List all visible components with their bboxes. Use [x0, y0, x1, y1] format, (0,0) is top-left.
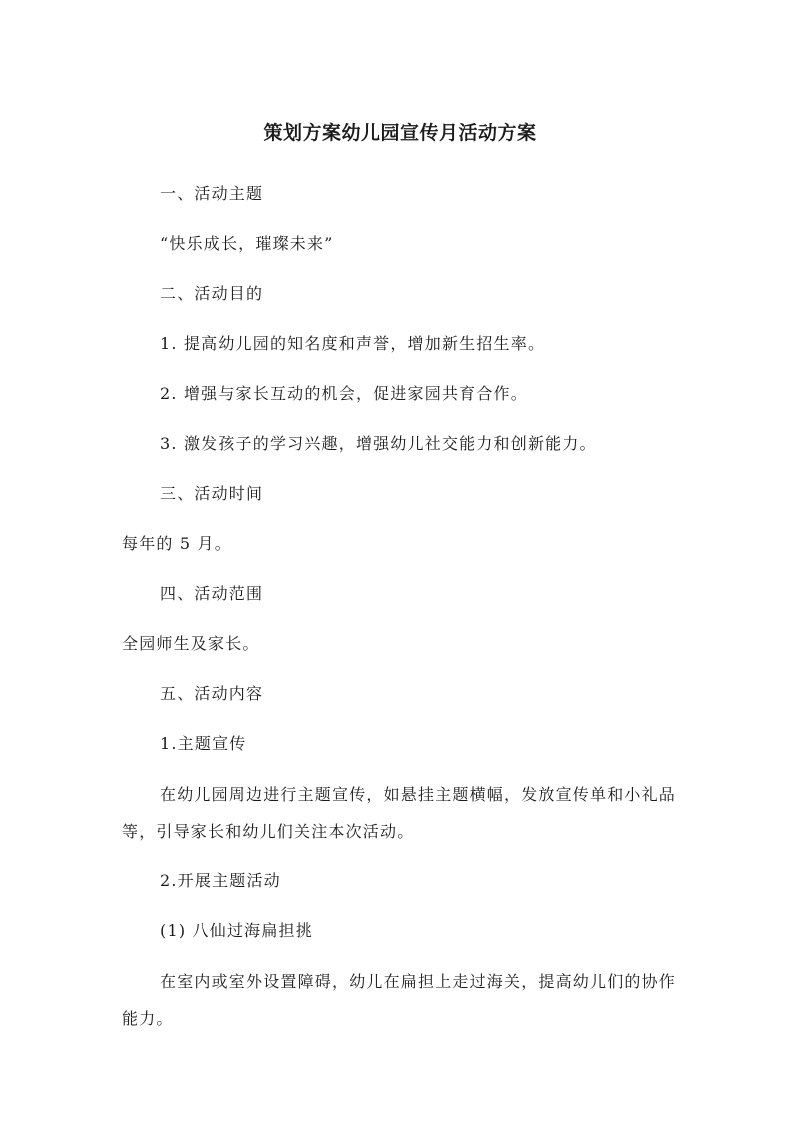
- heading-activity-time: 三、活动时间: [160, 484, 264, 503]
- subheading-activity-1: (1) 八仙过海扁担挑: [160, 921, 313, 940]
- subheading-theme-publicity: 1.主题宣传: [160, 734, 247, 753]
- subheading-theme-activities: 2.开展主题活动: [160, 871, 281, 890]
- heading-activity-purpose: 二、活动目的: [160, 284, 264, 303]
- document-title: 策划方案幼儿园宣传月活动方案: [263, 122, 537, 144]
- purpose-item-3: 3. 激发孩子的学习兴趣，增强幼儿社交能力和创新能力。: [160, 434, 597, 453]
- paragraph-activity-1: 在室内或室外设置障碍，幼儿在扁担上走过海关，提高幼儿们的协作能力。: [122, 972, 677, 1028]
- heading-activity-scope: 四、活动范围: [160, 584, 264, 603]
- activity-time-text: 每年的 5 月。: [122, 534, 232, 553]
- purpose-item-2: 2. 增强与家长互动的机会，促进家园共育合作。: [160, 384, 528, 403]
- purpose-item-1: 1. 提高幼儿园的知名度和声誉，增加新生招生率。: [160, 334, 546, 353]
- paragraph-theme-publicity: 在幼儿园周边进行主题宣传，如悬挂主题横幅，发放宣传单和小礼品等，引导家长和幼儿们关注本次活动。: [122, 785, 677, 841]
- heading-activity-theme: 一、活动主题: [160, 184, 264, 203]
- activity-scope-text: 全园师生及家长。: [122, 634, 260, 653]
- heading-activity-content: 五、活动内容: [160, 684, 264, 703]
- activity-slogan: “快乐成长，璀璨未来”: [160, 234, 334, 253]
